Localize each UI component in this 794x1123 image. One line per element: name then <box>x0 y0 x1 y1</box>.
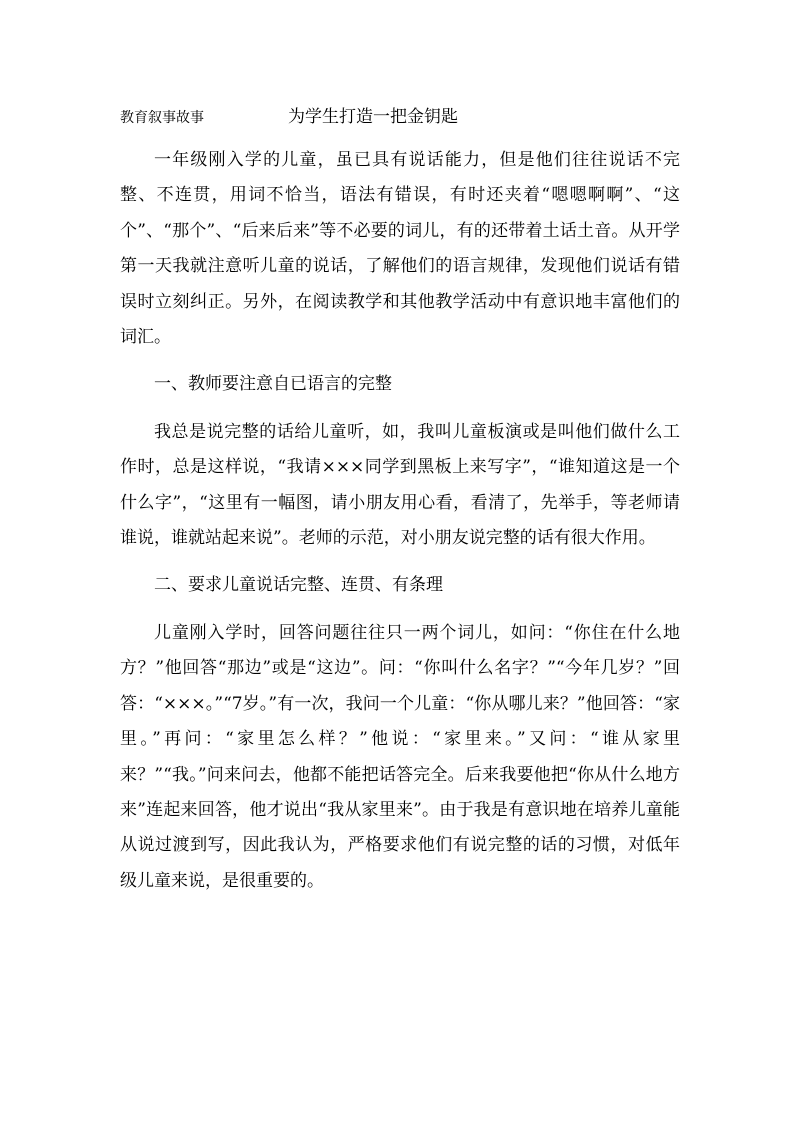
document-title: 为学生打造一把金钥匙 <box>288 107 458 127</box>
section-2-paragraph: 儿童刚入学时，回答问题往往只一两个词儿，如问：“你住在什么地方？”他回答“那边”或是“这边”。问：“你叫什么名字？”“今年几岁？”回答：“×××。”“7岁。”有一次，我问一个儿童：“你从哪儿来？”他回答：“家里。”再问：“家里怎么样？”他说：“家里来。”又问：“谁从家里来？”“我。”问来问去，他都不能把话答完全。后来我要他把“你从什么地方来”连起来回答，他才说出“我从家里来”。由于我是有意识地在培养儿童能从说过渡到写，因此我认为，严格要求他们有说完整的话的习惯，对低年级儿童来说，是很重要的。 <box>120 622 680 891</box>
section-1-paragraph: 我总是说完整的话给儿童听，如，我叫儿童板演或是叫他们做什么工作时，总是这样说，“我请×××同学到黑板上来写字”，“谁知道这是一个什么字”，“这里有一幅图，请小朋友用心看，看清了，先举手，等老师请谁说，谁就站起来说”。老师的示范，对小朋友说完整的话有很大作用。 <box>120 421 680 549</box>
section-heading-1: 一、教师要注意自已语言的完整 <box>154 374 392 395</box>
intro-paragraph: 一年级刚入学的儿童，虽已具有说话能力，但是他们往往说话不完整、不连贯，用词不恰当，语法有错误，有时还夹着“嗯嗯啊啊”、“这个”、“那个”、“后来后来”等不必要的词儿，有的还带着土话土音。从开学第一天我就注意听儿童的说话，了解他们的语言规律，发现他们说话有错误时立刻纠正。另外，在阅读教学和其他教学活动中有意识地丰富他们的词汇。 <box>120 150 680 348</box>
section-heading-2: 二、要求儿童说话完整、连贯、有条理 <box>154 575 443 596</box>
category-label: 教育叙事故事 <box>120 110 204 126</box>
document-body <box>120 143 680 899</box>
document-header <box>120 106 680 130</box>
